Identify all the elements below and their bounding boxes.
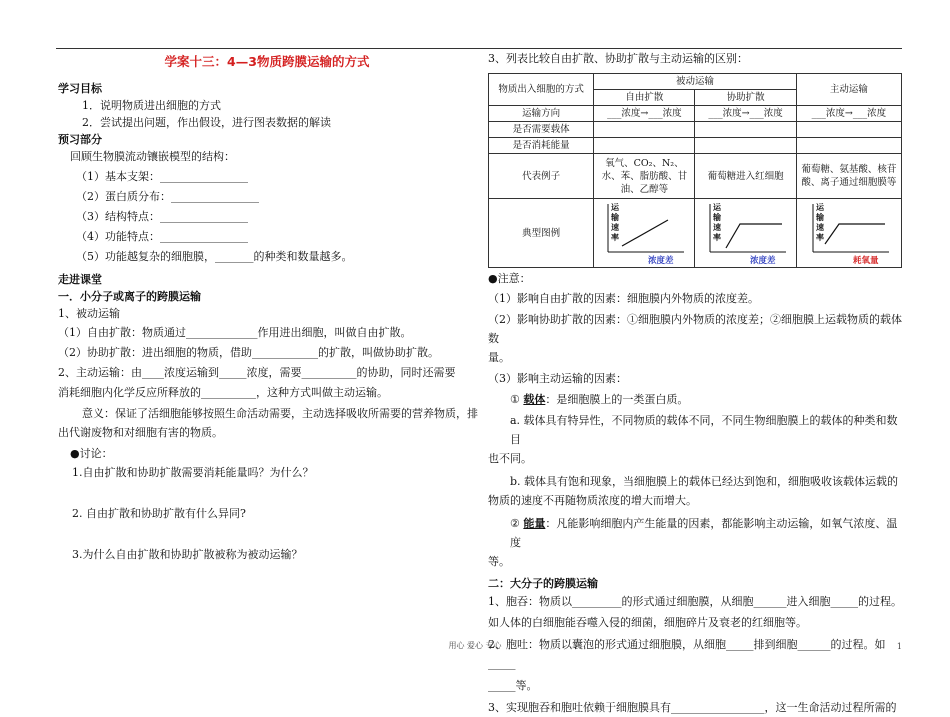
right-column <box>488 50 902 717</box>
question-1: 1.自由扩散和协助扩散需要消耗能量吗？为什么？ <box>72 466 314 479</box>
note-energy-keyword: 能量 <box>523 517 546 530</box>
graph-facilitated-diffusion <box>695 199 796 268</box>
class-heading: 走进课堂 <box>58 273 102 286</box>
table-header-free-diffusion: 自由扩散 <box>594 90 695 106</box>
free-diffusion-line: （1）自由扩散：物质通过_____________作用进出细胞，叫做自由扩散。 <box>58 326 412 339</box>
cell-example-free: 氧气、CO₂、N₂、水、苯、脂肪酸、甘油、乙醇等 <box>594 154 695 199</box>
svg-text:运: 运 <box>712 202 721 212</box>
significance-line-2: 出代谢废物和对细胞有害的物质。 <box>58 426 223 439</box>
cell-direction-active: ___浓度→___浓度 <box>796 106 901 122</box>
endocytosis-line-1: 1、胞吞：物质以_________的形式通过细胞膜，从细胞______进入细胞_____的过程。 <box>488 595 902 608</box>
cell-direction-free: ___浓度→___浓度 <box>594 106 695 122</box>
preview-item-1: （1）基本支架：________________ <box>76 170 248 183</box>
note-label: ●注意： <box>488 272 531 285</box>
row-label-carrier: 是否需要载体 <box>489 122 594 138</box>
endocytosis-line-2: 如人体的白细胞能吞噬入侵的细菌，细胞碎片及衰老的红细胞等。 <box>488 616 807 629</box>
graph-x-label: 浓度差 <box>648 256 674 266</box>
left-column <box>58 50 476 563</box>
svg-text:速: 速 <box>712 222 721 232</box>
discussion-label: ●讨论： <box>70 447 113 460</box>
preview-item-4: （4）功能特点：________________ <box>76 230 248 243</box>
question-3: 3.为什么自由扩散和协助扩散被称为被动运输？ <box>72 548 303 561</box>
exocytosis-line-2: _____等。 <box>488 679 538 692</box>
graph-y-label <box>610 202 620 242</box>
membrane-fluidity-line: 3、实现胞吞和胞吐依赖于细胞膜具有_________________，这一生命活动过程所需的 <box>488 701 897 714</box>
graph-active-transport <box>796 199 901 268</box>
question-2: 2. 自由扩散和协助扩散有什么异同? <box>72 507 246 520</box>
note-energy <box>488 514 902 552</box>
table-header-method: 物质出入细胞的方式 <box>489 74 594 106</box>
preview-intro: 回顾生物膜流动镶嵌模型的结构： <box>70 150 235 163</box>
goals-heading: 学习目标 <box>58 82 102 95</box>
svg-text:输: 输 <box>815 212 824 222</box>
page-title: 学案十三：4—3物质跨膜运输的方式 <box>164 54 370 69</box>
note-3: （3）影响主动运输的因素： <box>488 372 627 385</box>
svg-text:率: 率 <box>712 232 721 242</box>
note-carrier-keyword: 载体 <box>523 393 546 406</box>
page-footer: 用心 爱心 专心 <box>448 641 502 650</box>
exocytosis-line-1: 2、胞吐：物质以囊泡的形式通过细胞膜，从细胞_____排到细胞______的过程。如_____ <box>488 638 886 670</box>
header-rule <box>56 48 902 49</box>
note-energy-text: ：凡能影响细胞内产生能量的因素，都能影响主动运输，如氧气浓度、温度 <box>510 517 898 549</box>
cell-carrier-free <box>594 122 695 138</box>
note-carrier-a-1: a. 载体具有特异性，不同物质的载体不同，不同生物细胞膜上的载体的种类和数目 <box>510 414 898 446</box>
page-number: 1 <box>896 642 902 651</box>
row-label-energy: 是否消耗能量 <box>489 138 594 154</box>
table-header-facilitated-diffusion: 协助扩散 <box>695 90 796 106</box>
cell-carrier-active <box>796 122 901 138</box>
preview-heading: 预习部分 <box>58 133 102 146</box>
svg-text:速: 速 <box>815 222 824 232</box>
note-2-line-2: 量。 <box>488 351 510 364</box>
rate-curve <box>825 224 885 244</box>
graph-x-label: 浓度差 <box>749 256 776 266</box>
graph-x-label: 耗氧量 <box>852 256 879 266</box>
cell-example-assist: 葡萄糖进入红细胞 <box>695 154 796 199</box>
facilitated-diffusion-line: （2）协助扩散：进出细胞的物质，借助____________的扩散，叫做协助扩散。 <box>58 346 439 359</box>
table-header-active: 主动运输 <box>796 74 901 106</box>
active-transport-line-1: 2、主动运输：由____浓度运输到_____浓度，需要__________的协助，同时还需要 <box>58 366 456 379</box>
cell-direction-assist: ___浓度→___浓度 <box>695 106 796 122</box>
svg-text:运: 运 <box>611 202 620 212</box>
table-header-passive: 被动运输 <box>594 74 796 90</box>
note-carrier-prefix: ① <box>510 393 524 406</box>
comparison-table <box>488 73 902 268</box>
significance-line-1: 意义：保证了活细胞能够按照生命活动需要，主动选择吸收所需要的营养物质，排 <box>82 407 478 420</box>
note-1: （1）影响自由扩散的因素：细胞膜内外物质的浓度差。 <box>488 292 759 305</box>
note-carrier-b-2: 物质的速度不再随物质浓度的增大而增大。 <box>488 494 697 507</box>
svg-text:率: 率 <box>815 232 824 242</box>
svg-text:输: 输 <box>611 212 620 222</box>
cell-carrier-assist <box>695 122 796 138</box>
table-intro: 3、列表比较自由扩散、协助扩散与主动运输的区别： <box>488 52 748 65</box>
note-energy-prefix: ② <box>510 517 524 530</box>
preview-item-3: （3）结构特点：________________ <box>76 210 248 223</box>
svg-text:运: 运 <box>815 202 824 212</box>
goal-1: 1．说明物质进出细胞的方式 <box>82 99 221 112</box>
rate-curve <box>622 220 668 246</box>
rate-curve <box>726 224 782 248</box>
row-label-example: 代表例子 <box>489 154 594 199</box>
graph-y-label <box>712 202 722 242</box>
note-energy-2: 等。 <box>488 555 510 568</box>
note-2-line-1: （2）影响协助扩散的因素：①细胞膜内外物质的浓度差；②细胞膜上运载物质的载体数 <box>488 313 902 345</box>
preview-item-5: （5）功能越复杂的细胞膜，_______的种类和数量越多。 <box>76 250 353 263</box>
cell-energy-free <box>594 138 695 154</box>
goal-2: 2．尝试提出问题，作出假设，进行图表数据的解读 <box>82 116 331 129</box>
active-transport-line-2: 消耗细胞内化学反应所释放的__________，这种方式叫做主动运输。 <box>58 386 388 399</box>
svg-text:输: 输 <box>712 212 721 222</box>
svg-text:速: 速 <box>611 222 620 232</box>
note-carrier <box>488 390 902 409</box>
note-carrier-text: ：是细胞膜上的一类蛋白质。 <box>545 393 689 406</box>
preview-item-2: （2）蛋白质分布：________________ <box>76 190 259 203</box>
graph-y-label <box>815 202 825 242</box>
svg-text:率: 率 <box>611 232 620 242</box>
cell-example-active: 葡萄糖、氨基酸、核苷酸、离子通过细胞膜等 <box>796 154 901 199</box>
section-2-heading: 二：大分子的跨膜运输 <box>488 577 598 590</box>
row-label-direction: 运输方向 <box>489 106 594 122</box>
row-label-graph: 典型图例 <box>489 199 594 268</box>
note-carrier-a-2: 也不同。 <box>488 452 532 465</box>
passive-transport-line: 1、被动运输 <box>58 307 120 320</box>
cell-energy-assist <box>695 138 796 154</box>
graph-free-diffusion <box>594 199 695 268</box>
note-carrier-b-1: b. 载体具有饱和现象，当细胞膜上的载体已经达到饱和，细胞吸收该载体运载的 <box>510 475 899 488</box>
cell-energy-active <box>796 138 901 154</box>
section-1-heading: 一．小分子或离子的跨膜运输 <box>58 290 201 303</box>
